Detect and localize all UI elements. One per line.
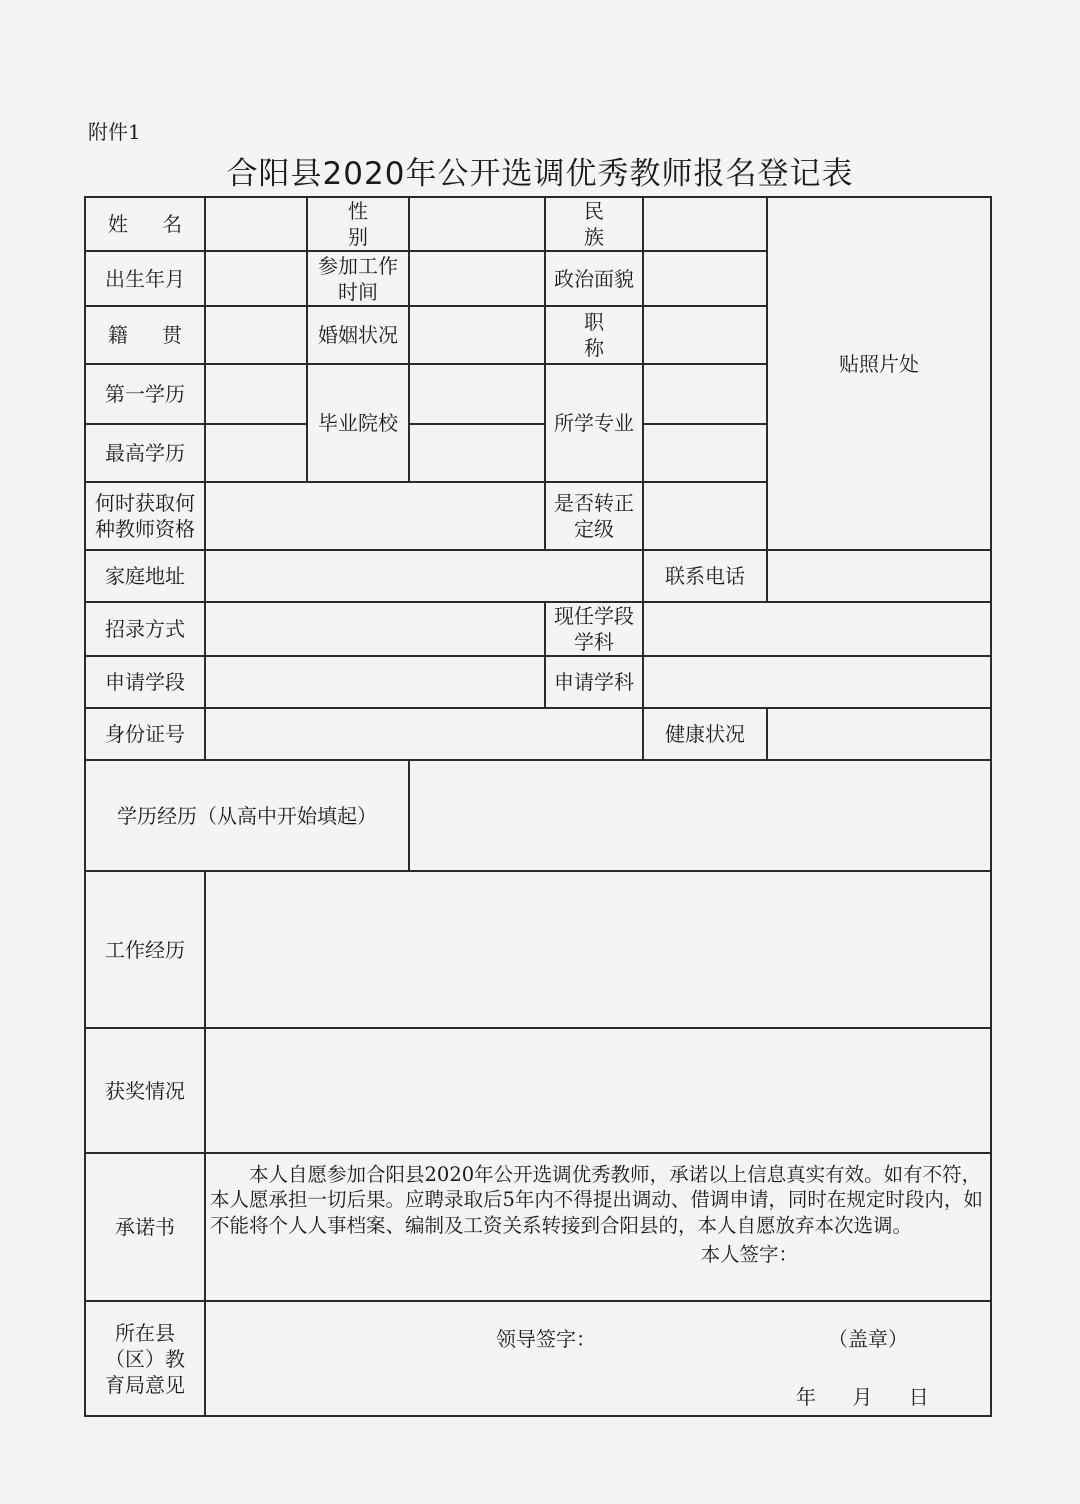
- pledge-content: [205, 1153, 991, 1301]
- field-phone[interactable]: [767, 550, 991, 602]
- field-first-edu[interactable]: [205, 364, 307, 424]
- registration-form: [84, 196, 992, 1417]
- pledge-text: 本人自愿参加合阳县2020年公开选调优秀教师，承诺以上信息真实有效。如有不符，本人愿承担一切后果。应聘录取后5年内不得提出调动、借调申请，同时在规定时段内，如不能将个人人事档案、编制及工资关系转接到合阳县的，本人自愿放弃本次选调。: [210, 1163, 983, 1237]
- date-day: 日: [908, 1385, 929, 1409]
- field-school-first[interactable]: [409, 364, 545, 424]
- label-school: 毕业院校: [307, 364, 409, 482]
- label-id-number: 身份证号: [85, 708, 205, 760]
- label-gender: 性 别: [307, 197, 409, 251]
- label-recruit-method: 招录方式: [85, 602, 205, 656]
- date-year: 年: [796, 1385, 816, 1409]
- attachment-label: 附件1: [88, 120, 141, 144]
- label-highest-edu: 最高学历: [85, 424, 205, 482]
- field-apply-stage[interactable]: [205, 656, 545, 708]
- label-awards: 获奖情况: [85, 1028, 205, 1153]
- field-awards[interactable]: [205, 1028, 991, 1153]
- label-political: 政治面貌: [545, 251, 643, 306]
- label-birth: 出生年月: [85, 251, 205, 306]
- label-regular-status: 是否转正定级: [545, 482, 643, 550]
- row-pledge: [85, 1153, 991, 1301]
- field-gender[interactable]: [409, 197, 545, 251]
- field-birth[interactable]: [205, 251, 307, 306]
- field-current-subject[interactable]: [643, 602, 991, 656]
- label-work-start: 参加工作时间: [307, 251, 409, 306]
- row-name: [85, 197, 991, 251]
- label-apply-subject: 申请学科: [545, 656, 643, 708]
- label-apply-stage: 申请学段: [85, 656, 205, 708]
- field-native-place[interactable]: [205, 306, 307, 364]
- row-address: [85, 550, 991, 602]
- label-pledge: 承诺书: [85, 1153, 205, 1301]
- photo-area[interactable]: [767, 197, 991, 550]
- photo-label: 贴照片处: [839, 351, 919, 376]
- field-regular-status[interactable]: [643, 482, 767, 550]
- label-major: 所学专业: [545, 364, 643, 482]
- opinion-content[interactable]: [205, 1301, 991, 1416]
- label-work-history: 工作经历: [85, 871, 205, 1028]
- row-edu-history: [85, 760, 991, 871]
- field-work-history[interactable]: [205, 871, 991, 1028]
- field-highest-edu[interactable]: [205, 424, 307, 482]
- label-marital: 婚姻状况: [307, 306, 409, 364]
- label-phone: 联系电话: [643, 550, 767, 602]
- label-native-place: 籍 贯: [85, 306, 205, 364]
- field-work-start[interactable]: [409, 251, 545, 306]
- label-qualification: 何时获取何种教师资格: [85, 482, 205, 550]
- label-edu-history: 学历经历（从高中开始填起）: [85, 760, 409, 871]
- field-address[interactable]: [205, 550, 643, 602]
- row-apply: [85, 656, 991, 708]
- leader-signature-label: 领导签字：: [496, 1327, 596, 1351]
- field-edu-history[interactable]: [409, 760, 991, 871]
- field-major-first[interactable]: [643, 364, 767, 424]
- row-opinion: [85, 1301, 991, 1416]
- label-address: 家庭地址: [85, 550, 205, 602]
- label-first-edu: 第一学历: [85, 364, 205, 424]
- field-major-highest[interactable]: [643, 424, 767, 482]
- seal-label: （盖章）: [828, 1327, 908, 1351]
- row-recruit: [85, 602, 991, 656]
- label-title-rank: 职 称: [545, 306, 643, 364]
- field-health[interactable]: [767, 708, 991, 760]
- field-marital[interactable]: [409, 306, 545, 364]
- label-current-subject: 现任学段学科: [545, 602, 643, 656]
- row-id: [85, 708, 991, 760]
- field-school-highest[interactable]: [409, 424, 545, 482]
- field-title-rank[interactable]: [643, 306, 767, 364]
- label-name: 姓 名: [85, 197, 205, 251]
- pledge-signature: 本人签字：: [700, 1243, 798, 1267]
- field-political[interactable]: [643, 251, 767, 306]
- label-ethnicity: 民 族: [545, 197, 643, 251]
- field-qualification[interactable]: [205, 482, 545, 550]
- date-line: [796, 1384, 929, 1410]
- field-recruit-method[interactable]: [205, 602, 545, 656]
- field-id-number[interactable]: [205, 708, 643, 760]
- label-opinion: 所在县（区）教育局意见: [85, 1301, 205, 1416]
- field-name[interactable]: [205, 197, 307, 251]
- label-health: 健康状况: [643, 708, 767, 760]
- row-work-history: [85, 871, 991, 1028]
- date-month: 月: [852, 1385, 873, 1409]
- field-ethnicity[interactable]: [643, 197, 767, 251]
- field-apply-subject[interactable]: [643, 656, 991, 708]
- form-title: 合阳县2020年公开选调优秀教师报名登记表: [226, 156, 854, 192]
- row-awards: [85, 1028, 991, 1153]
